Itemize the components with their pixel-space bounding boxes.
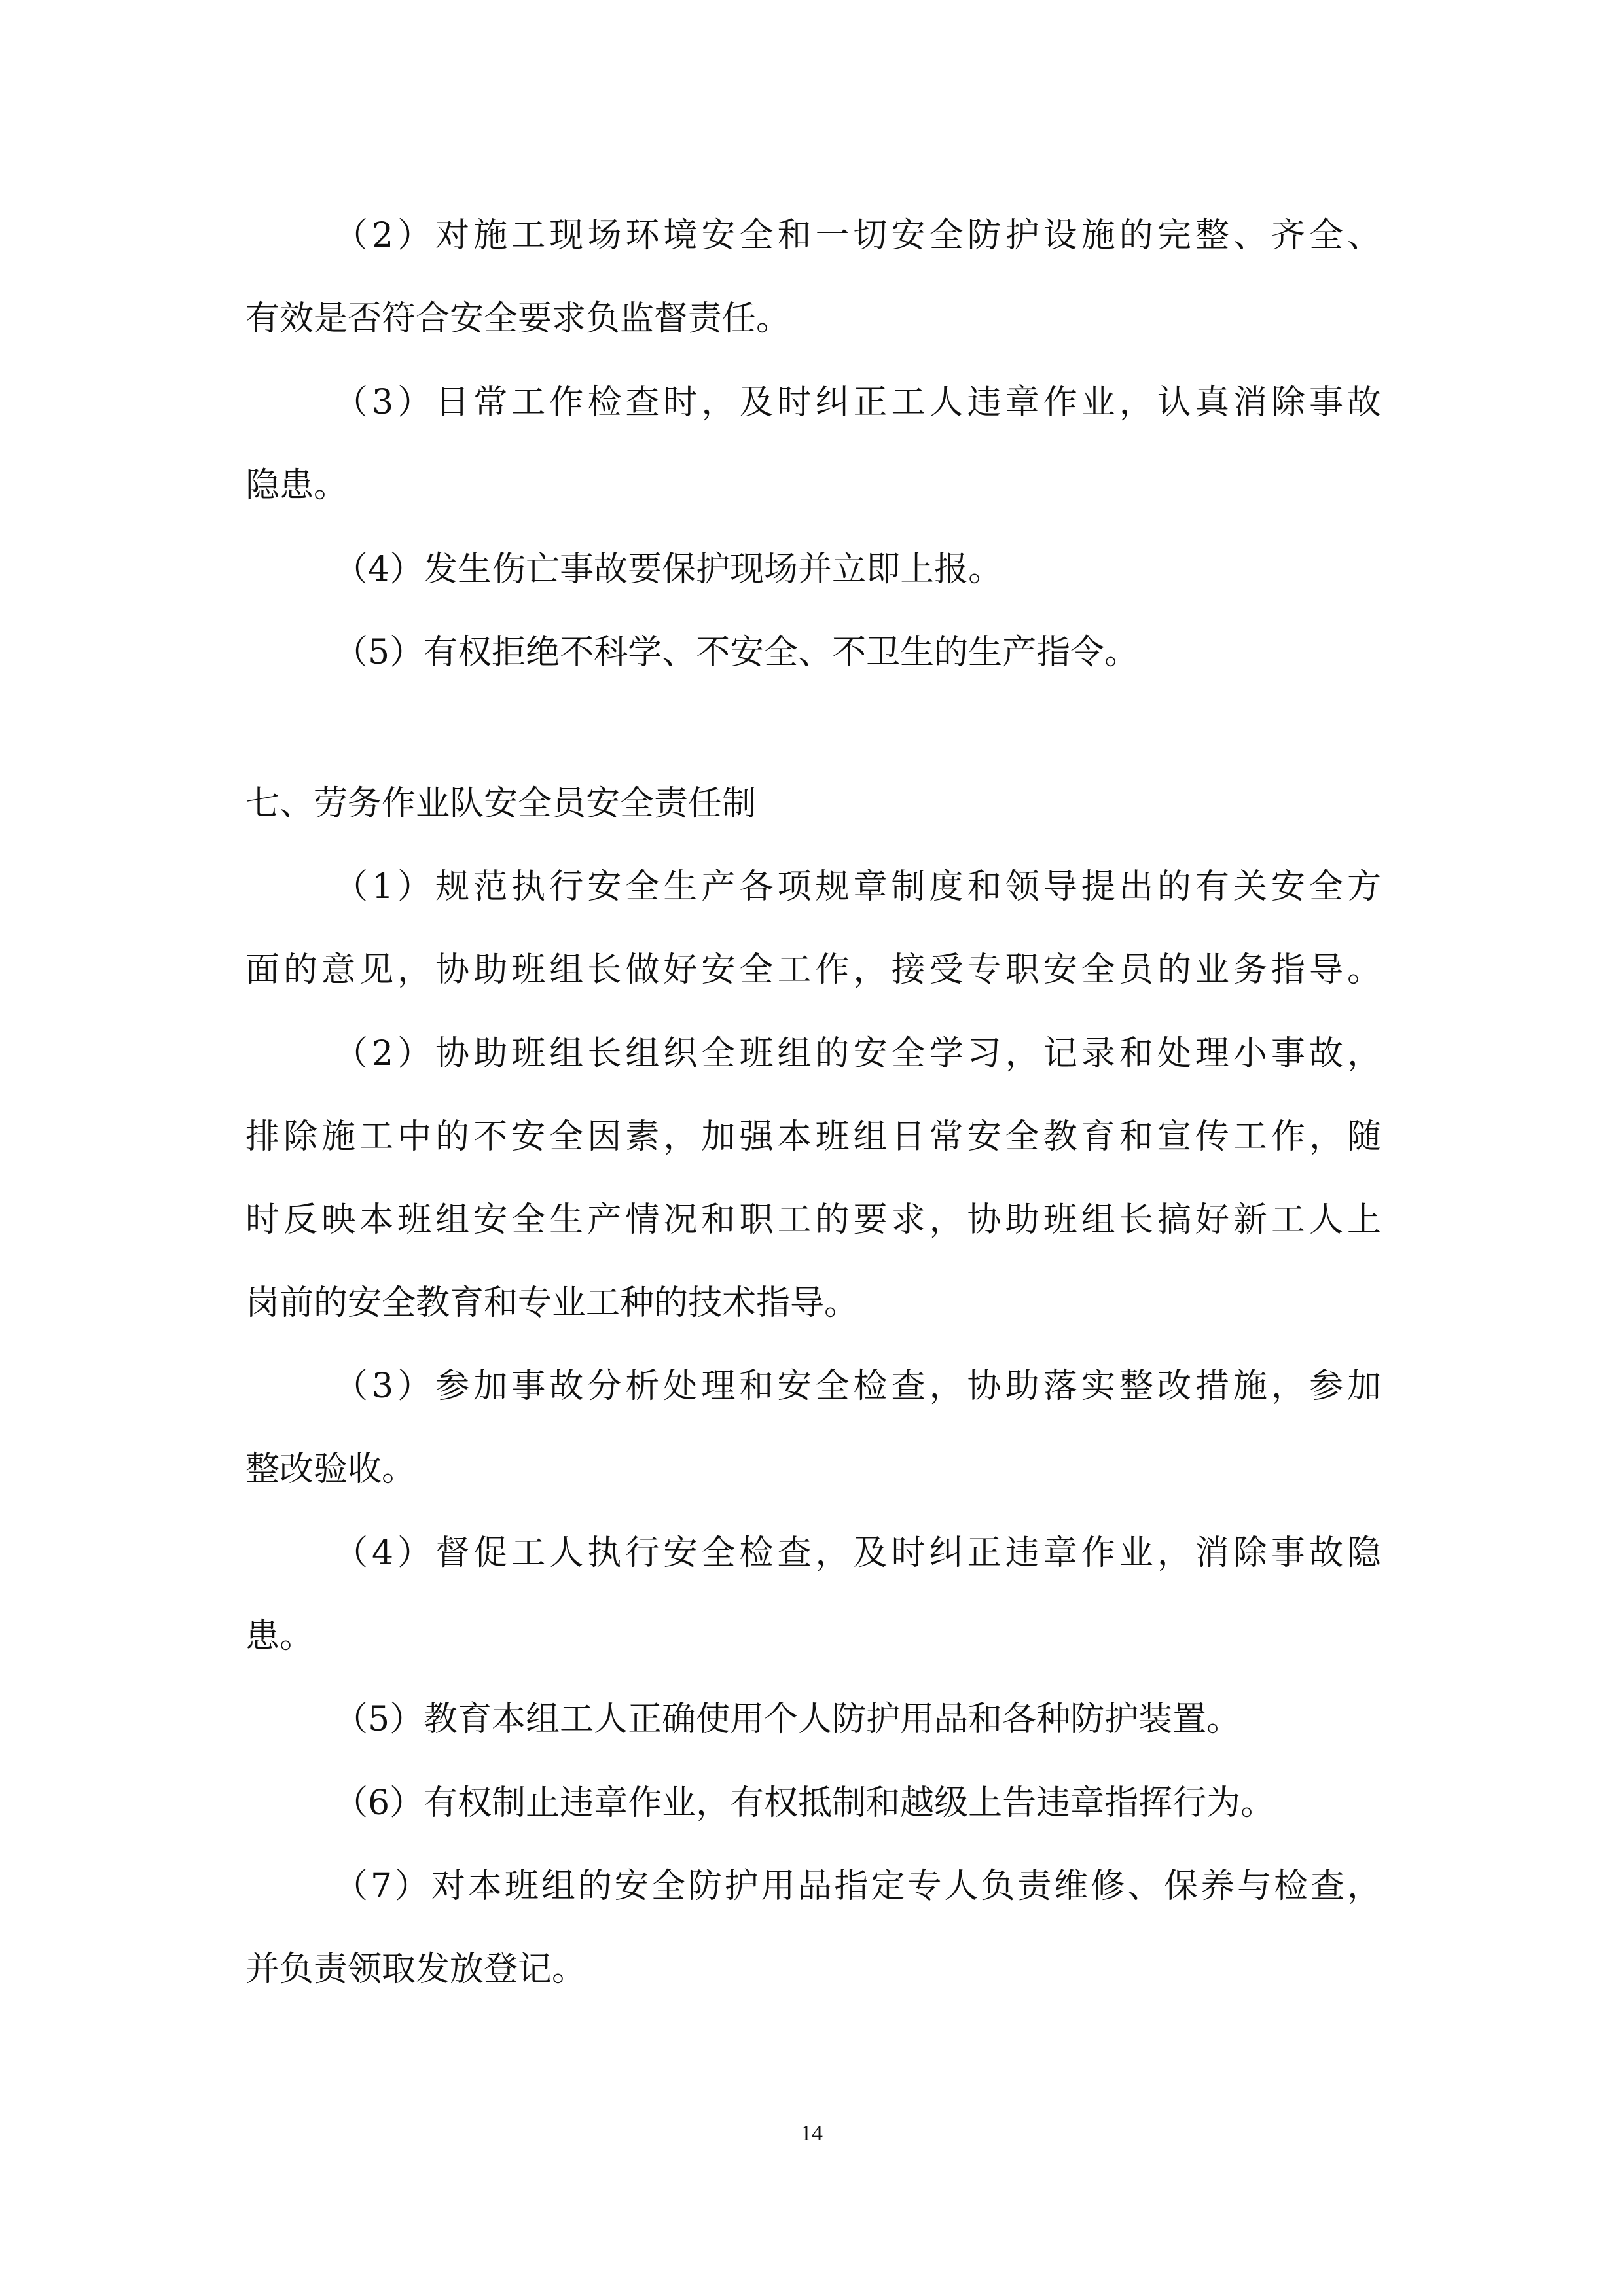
paragraph-line: （2）协助班组长组织全班组的安全学习，记录和处理小事故， bbox=[334, 1034, 1381, 1073]
paragraph-line: （4）发生伤亡事故要保护现场并立即上报。 bbox=[334, 550, 1003, 589]
paragraph-line: 时反映本班组安全生产情况和职工的要求，协助班组长搞好新工人上 bbox=[245, 1200, 1381, 1240]
section-heading: 七、劳务作业队安全员安全责任制 bbox=[245, 784, 757, 823]
paragraph-line: 患。 bbox=[245, 1617, 314, 1656]
paragraph-line: （1）规范执行安全生产各项规章制度和领导提出的有关安全方 bbox=[334, 867, 1381, 906]
paragraph-line: （7）对本班组的安全防护用品指定专人负责维修、保养与检查， bbox=[334, 1867, 1381, 1906]
paragraph-line: （6）有权制止违章作业，有权抵制和越级上告违章指挥行为。 bbox=[334, 1784, 1275, 1823]
paragraph-line: 排除施工中的不安全因素，加强本班组日常安全教育和宣传工作，随 bbox=[245, 1117, 1381, 1157]
paragraph-line: （2）对施工现场环境安全和一切安全防护设施的完整、齐全、 bbox=[334, 216, 1381, 255]
paragraph-line: （3）参加事故分析处理和安全检查，协助落实整改措施，参加 bbox=[334, 1367, 1381, 1406]
paragraph-line: （3）日常工作检查时，及时纠正工人违章作业，认真消除事故 bbox=[334, 383, 1381, 422]
paragraph-line: 面的意见，协助班组长做好安全工作，接受专职安全员的业务指导。 bbox=[245, 950, 1381, 990]
paragraph-line: （5）教育本组工人正确使用个人防护用品和各种防护装置。 bbox=[334, 1700, 1241, 1739]
paragraph-line: （5）有权拒绝不科学、不安全、不卫生的生产指令。 bbox=[334, 633, 1139, 672]
paragraph-line: （4）督促工人执行安全检查，及时纠正违章作业，消除事故隐 bbox=[334, 1534, 1381, 1573]
paragraph-line: 隐患。 bbox=[245, 466, 348, 505]
paragraph-line: 岗前的安全教育和专业工种的技术指导。 bbox=[245, 1283, 859, 1323]
page-number: 14 bbox=[801, 2121, 823, 2145]
paragraph-line: 并负责领取发放登记。 bbox=[245, 1950, 586, 1989]
paragraph-line: 整改验收。 bbox=[245, 1450, 416, 1489]
paragraph-line: 有效是否符合安全要求负监督责任。 bbox=[245, 299, 791, 338]
